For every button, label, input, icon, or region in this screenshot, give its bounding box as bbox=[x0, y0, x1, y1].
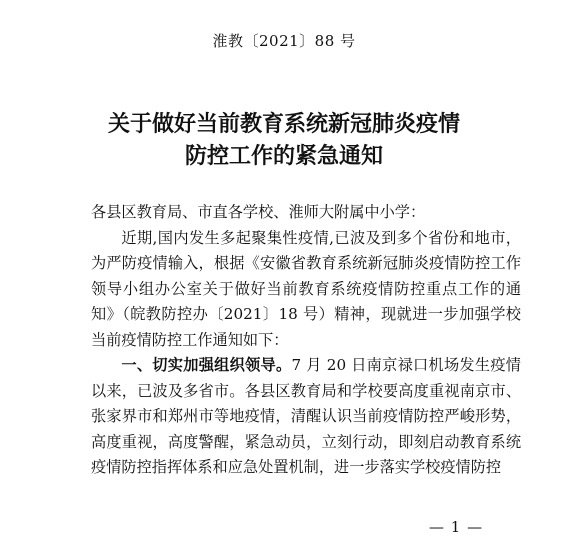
paragraph-section-1 bbox=[91, 353, 521, 481]
paragraph-intro: 近期,国内发生多起聚集性疫情,已波及到多个省份和地市，为严防疫情输入，根据《安徽省教育系统新冠肺炎疫情防控工作领导小组办公室关于做好当前教育系统疫情防控重点工作的通知》（皖教防控办〔2021〕18 号）精神，现就进一步加强学校当前疫情防控工作通知如下： bbox=[91, 228, 521, 349]
document-number: 淮教〔2021〕88 号 bbox=[212, 32, 356, 50]
title-line-2: 防控工作的紧急通知 bbox=[184, 143, 383, 169]
section-1-text: 7 月 20 日南京禄口机场发生疫情以来，已波及多省市。各县区教育局和学校要高度重视南京市、张家界市和郑州市等地疫情，清醒认识当前疫情防控严峻形势，高度重视，高度警醒，紧急动员，立刻行动，即刻启动教育系统疫情防控指挥体系和应急处置机制，进一步落实学校疫情防控 bbox=[91, 356, 521, 476]
section-1-heading: 一、切实加强组织领导。 bbox=[121, 356, 292, 374]
document-title bbox=[0, 108, 568, 172]
document-body bbox=[91, 200, 521, 481]
page-number: — 1 — bbox=[429, 518, 484, 536]
title-line-1: 关于做好当前教育系统新冠肺炎疫情 bbox=[107, 111, 460, 137]
salutation: 各县区教育局、市直各学校、淮师大附属中小学： bbox=[91, 203, 426, 221]
